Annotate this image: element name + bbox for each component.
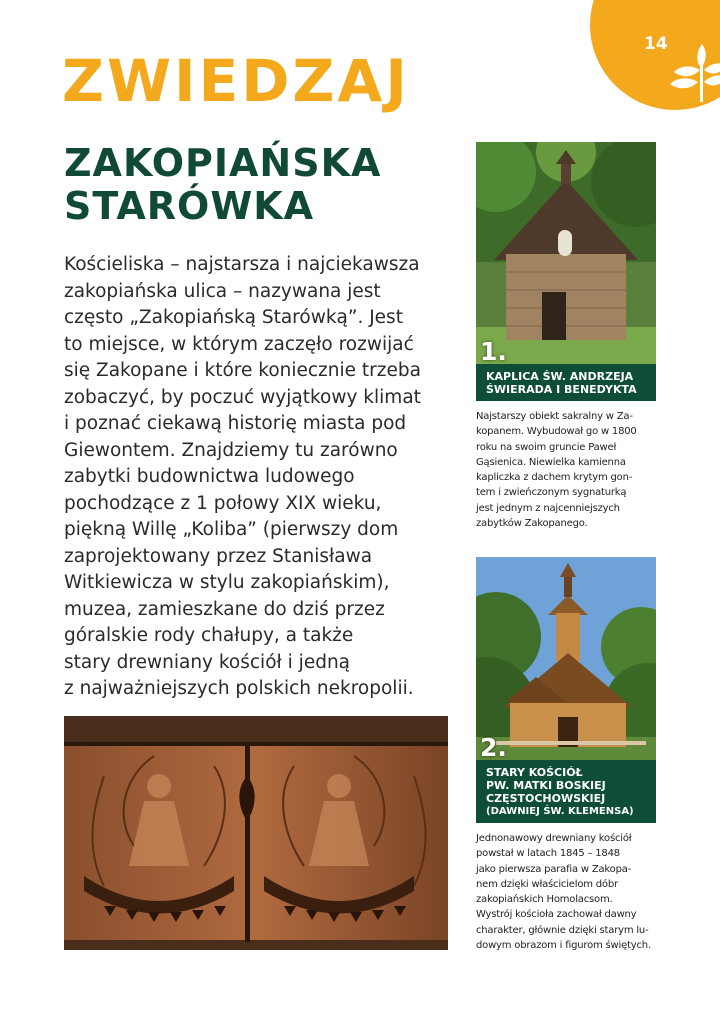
lead-line: zobaczyć, by poczuć wyjątkowy klimat xyxy=(64,386,421,408)
lead-line: często „Zakopiańską Starówką”. Jest xyxy=(64,307,403,328)
lead-paragraph xyxy=(64,252,456,703)
wheat-icon xyxy=(668,40,720,102)
card-label xyxy=(476,760,656,823)
page-number: 14 xyxy=(644,34,668,54)
desc-line: zabytków Zakopanego. xyxy=(476,518,588,530)
page-title xyxy=(64,142,464,228)
carved-door-photo xyxy=(64,716,448,950)
card-description xyxy=(476,409,656,531)
lead-line: z najważniejszych polskich nekropolii. xyxy=(64,678,414,699)
lead-line: Giewontem. Znajdziemy tu zarówno xyxy=(64,439,398,461)
label-subtitle: (DAWNIEJ ŚW. KLEMENSA) xyxy=(486,806,634,817)
desc-line: roku na swoim gruncie Paweł xyxy=(476,441,617,453)
chapel-photo xyxy=(476,142,656,364)
attraction-card-church xyxy=(476,557,656,953)
label-line: ŚWIERADA I BENEDYKTA xyxy=(486,383,637,396)
label-line: PW. MATKI BOSKIEJ xyxy=(486,779,606,792)
desc-line: Wystrój kościoła zachował dawny xyxy=(476,909,637,921)
desc-line: jest jednym z najcenniejszych xyxy=(476,502,620,514)
desc-line: charakter, głównie dzięki starym lu- xyxy=(476,924,649,936)
lead-line: góralskie rody chałupy, a także xyxy=(64,625,354,646)
lead-line: Witkiewicza w stylu zakopiańskim), xyxy=(64,572,390,593)
lead-line: pochodzące z 1 połowy XIX wieku, xyxy=(64,492,382,514)
desc-line: Najstarszy obiekt sakralny w Za- xyxy=(476,411,633,422)
lead-line: się Zakopane i które koniecznie trzeba xyxy=(64,360,421,381)
card-number: 2. xyxy=(480,733,507,760)
lead-line: stary drewniany kościół i jedną xyxy=(64,651,351,673)
card-label xyxy=(476,364,656,401)
desc-line: dowym obrazom i figurom świętych. xyxy=(476,940,651,952)
desc-line: kapliczka z dachem krytym gon- xyxy=(476,472,633,484)
lead-line: muzea, zamieszkane do dziś przez xyxy=(64,598,385,620)
church-photo xyxy=(476,557,656,760)
desc-line: jako pierwsza parafia w Zakopa- xyxy=(476,863,632,875)
label-line: KAPLICA ŚW. ANDRZEJA xyxy=(486,370,634,383)
lead-line: piękną Willę „Koliba” (pierwszy dom xyxy=(64,519,399,540)
lead-line: i poznać ciekawą historię miasta pod xyxy=(64,413,407,434)
desc-line: zakopiańskich Homolacsom. xyxy=(476,894,613,906)
lead-line: zaprojektowany przez Stanisława xyxy=(64,545,373,567)
desc-line: kopanem. Wybudował go w 1800 xyxy=(476,426,637,438)
section-kicker: ZWIEDZAJ xyxy=(62,47,410,115)
title-line: ZAKOPIAŃSKA xyxy=(64,141,382,185)
desc-line: tem i zwieńczonym sygnaturką xyxy=(476,487,627,499)
label-line: STARY KOŚCIÓŁ xyxy=(486,766,583,779)
title-line: STARÓWKA xyxy=(64,184,315,228)
lead-line: zabytki budownictwa ludowego xyxy=(64,466,355,487)
desc-line: nem dzięki właścicielom dóbr xyxy=(476,878,618,890)
desc-line: powstał w latach 1845 – 1848 xyxy=(476,848,620,860)
label-line: CZĘSTOCHOWSKIEJ xyxy=(486,792,606,805)
lead-line: to miejsce, w którym zaczęło rozwijać xyxy=(64,333,414,355)
desc-line: Jednonawowy drewniany kościół xyxy=(476,833,632,844)
card-number: 1. xyxy=(480,337,507,364)
lead-line: Kościeliska – najstarsza i najciekawsza xyxy=(64,254,420,275)
card-description xyxy=(476,831,656,953)
desc-line: Gąsienica. Niewielka kamienna xyxy=(476,456,626,468)
attraction-card-chapel xyxy=(476,142,656,531)
lead-line: zakopiańska ulica – nazywana jest xyxy=(64,280,381,302)
